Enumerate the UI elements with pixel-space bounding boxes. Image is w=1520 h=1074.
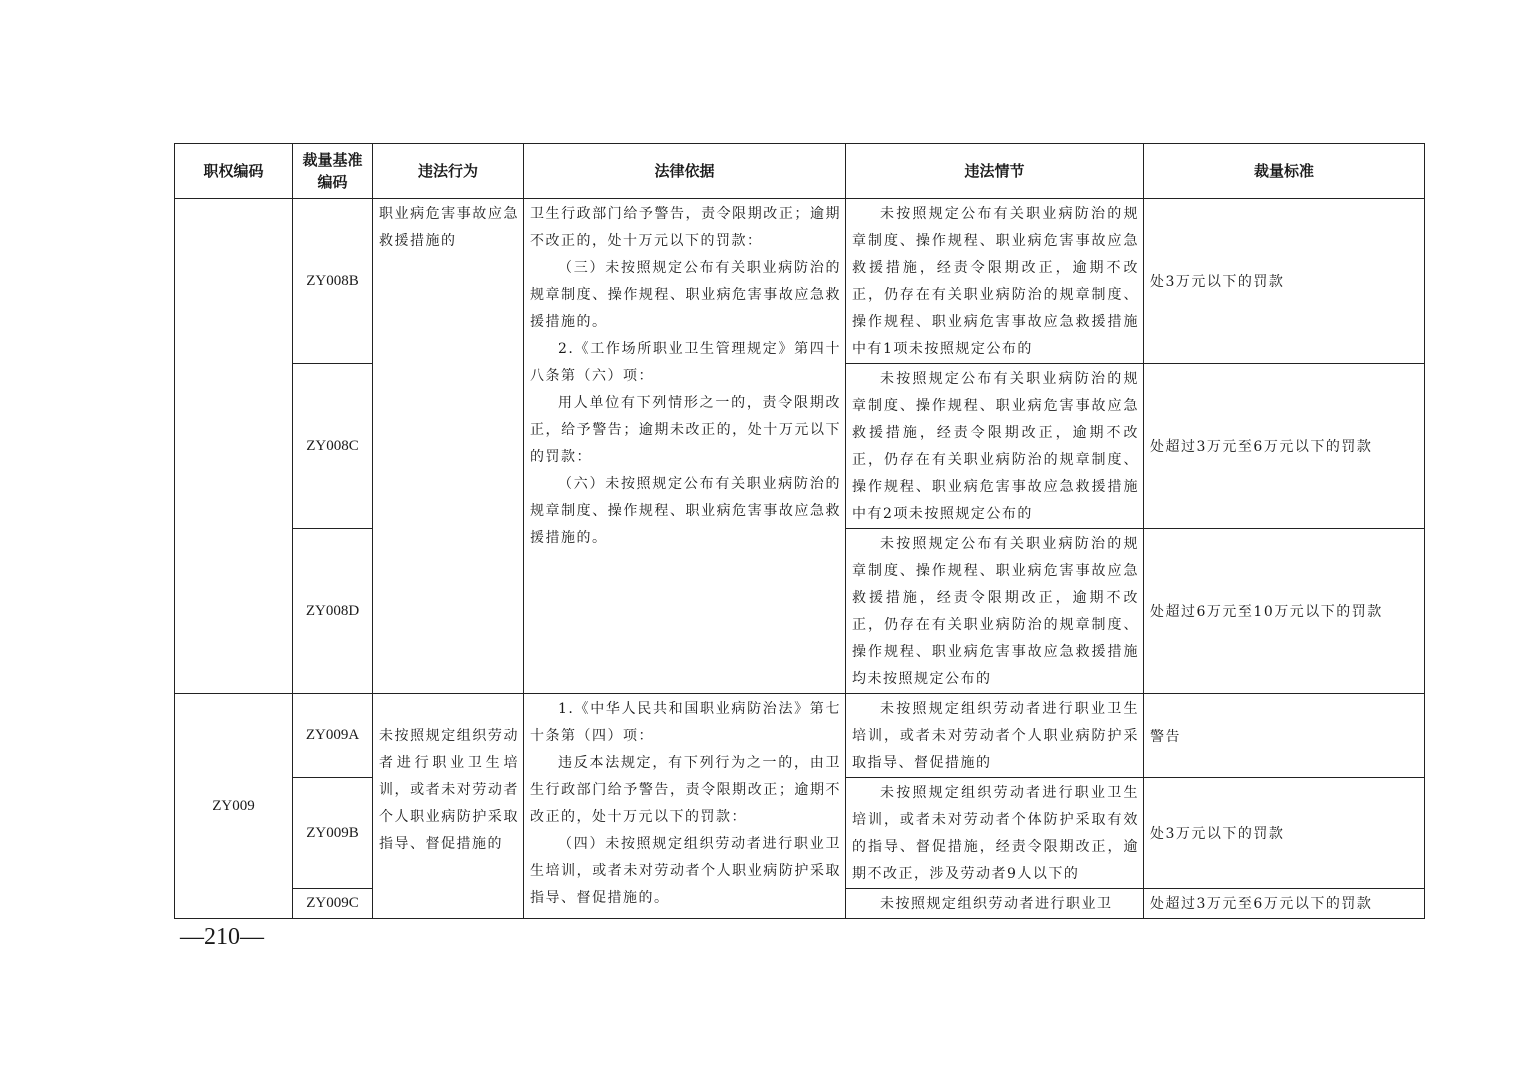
violation-cell xyxy=(373,199,524,694)
circumstance-text: 未按照规定组织劳动者进行职业卫生培训，或者未对劳动者个人职业病防护采取指导、督促措施的 xyxy=(852,701,1139,771)
circumstance-text: 未按照规定组织劳动者进行职业卫生培训，或者未对劳动者个体防护采取有效的指导、督促措施，经责令限期改正，逾期不改正，涉及劳动者9人以下的 xyxy=(852,785,1139,882)
standard-cell: 处超过3万元至6万元以下的罚款 xyxy=(1144,364,1425,529)
standard-code-cell: ZY008B xyxy=(293,199,373,364)
standard-code-cell: ZY009A xyxy=(293,694,373,778)
table-header-row xyxy=(175,144,1425,199)
standard-code-cell: ZY008C xyxy=(293,364,373,529)
header-standard-code-line2: 编码 xyxy=(317,173,348,191)
standard-code-cell: ZY009C xyxy=(293,889,373,919)
page-number: —210— xyxy=(180,924,264,950)
legal-basis-paragraph: （四）未按照规定组织劳动者进行职业卫生培训，或者未对劳动者个人职业病防护采取指导、督促措施的。 xyxy=(530,836,841,906)
circumstance-cell xyxy=(846,889,1144,919)
header-standard-code xyxy=(293,144,373,199)
header-violation: 违法行为 xyxy=(373,144,524,199)
standard-cell: 处超过3万元至6万元以下的罚款 xyxy=(1144,889,1425,919)
authority-code-cell xyxy=(175,199,293,694)
header-standard: 裁量标准 xyxy=(1144,144,1425,199)
circumstance-cell xyxy=(846,364,1144,529)
circumstance-text: 未按照规定公布有关职业病防治的规章制度、操作规程、职业病危害事故应急救援措施，经责令限期改正，逾期不改正，仍存在有关职业病防治的规章制度、操作规程、职业病危害事故应急救援措施中有2项未按照规定公布的 xyxy=(852,371,1139,522)
legal-basis-paragraph: （六）未按照规定公布有关职业病防治的规章制度、操作规程、职业病危害事故应急救援措施的。 xyxy=(530,476,841,546)
legal-basis-paragraph: 卫生行政部门给予警告，责令限期改正；逾期不改正的，处十万元以下的罚款： xyxy=(530,206,841,249)
violation-cell xyxy=(373,694,524,919)
circumstance-text: 未按照规定公布有关职业病防治的规章制度、操作规程、职业病危害事故应急救援措施，经责令限期改正，逾期不改正，仍存在有关职业病防治的规章制度、操作规程、职业病危害事故应急救援措施均未按照规定公布的 xyxy=(852,536,1139,687)
standard-cell: 处3万元以下的罚款 xyxy=(1144,199,1425,364)
circumstance-cell xyxy=(846,529,1144,694)
legal-basis-cell xyxy=(524,694,846,919)
header-legal-basis: 法律依据 xyxy=(524,144,846,199)
legal-basis-paragraph: （三）未按照规定公布有关职业病防治的规章制度、操作规程、职业病危害事故应急救援措施的。 xyxy=(530,260,841,330)
header-circumstance: 违法情节 xyxy=(846,144,1144,199)
penalty-discretion-table xyxy=(174,143,1425,919)
table-row xyxy=(175,199,1425,364)
circumstance-cell xyxy=(846,199,1144,364)
circumstance-text: 未按照规定组织劳动者进行职业卫 xyxy=(880,896,1113,912)
standard-code-cell: ZY009B xyxy=(293,778,373,889)
violation-text: 职业病危害事故应急救援措施的 xyxy=(379,206,519,249)
legal-basis-cell xyxy=(524,199,846,694)
standard-code-cell: ZY008D xyxy=(293,529,373,694)
authority-code-cell: ZY009 xyxy=(175,694,293,919)
violation-text: 未按照规定组织劳动者进行职业卫生培训，或者未对劳动者个人职业病防护采取指导、督促措施的 xyxy=(379,728,519,852)
header-authority-code: 职权编码 xyxy=(175,144,293,199)
standard-cell: 处超过6万元至10万元以下的罚款 xyxy=(1144,529,1425,694)
header-standard-code-line1: 裁量基准 xyxy=(302,151,363,169)
legal-basis-paragraph: 1.《中华人民共和国职业病防治法》第七十条第（四）项： xyxy=(530,701,841,744)
standard-cell: 警告 xyxy=(1144,694,1425,778)
circumstance-cell xyxy=(846,694,1144,778)
legal-basis-paragraph: 2.《工作场所职业卫生管理规定》第四十八条第（六）项： xyxy=(530,341,841,384)
standard-cell: 处3万元以下的罚款 xyxy=(1144,778,1425,889)
circumstance-text: 未按照规定公布有关职业病防治的规章制度、操作规程、职业病危害事故应急救援措施，经责令限期改正，逾期不改正，仍存在有关职业病防治的规章制度、操作规程、职业病危害事故应急救援措施中有1项未按照规定公布的 xyxy=(852,206,1139,357)
circumstance-cell xyxy=(846,778,1144,889)
legal-basis-paragraph: 用人单位有下列情形之一的，责令限期改正，给予警告；逾期未改正的，处十万元以下的罚款： xyxy=(530,395,841,465)
legal-basis-paragraph: 违反本法规定，有下列行为之一的，由卫生行政部门给予警告，责令限期改正；逾期不改正的，处十万元以下的罚款： xyxy=(530,755,841,825)
table-row xyxy=(175,694,1425,778)
